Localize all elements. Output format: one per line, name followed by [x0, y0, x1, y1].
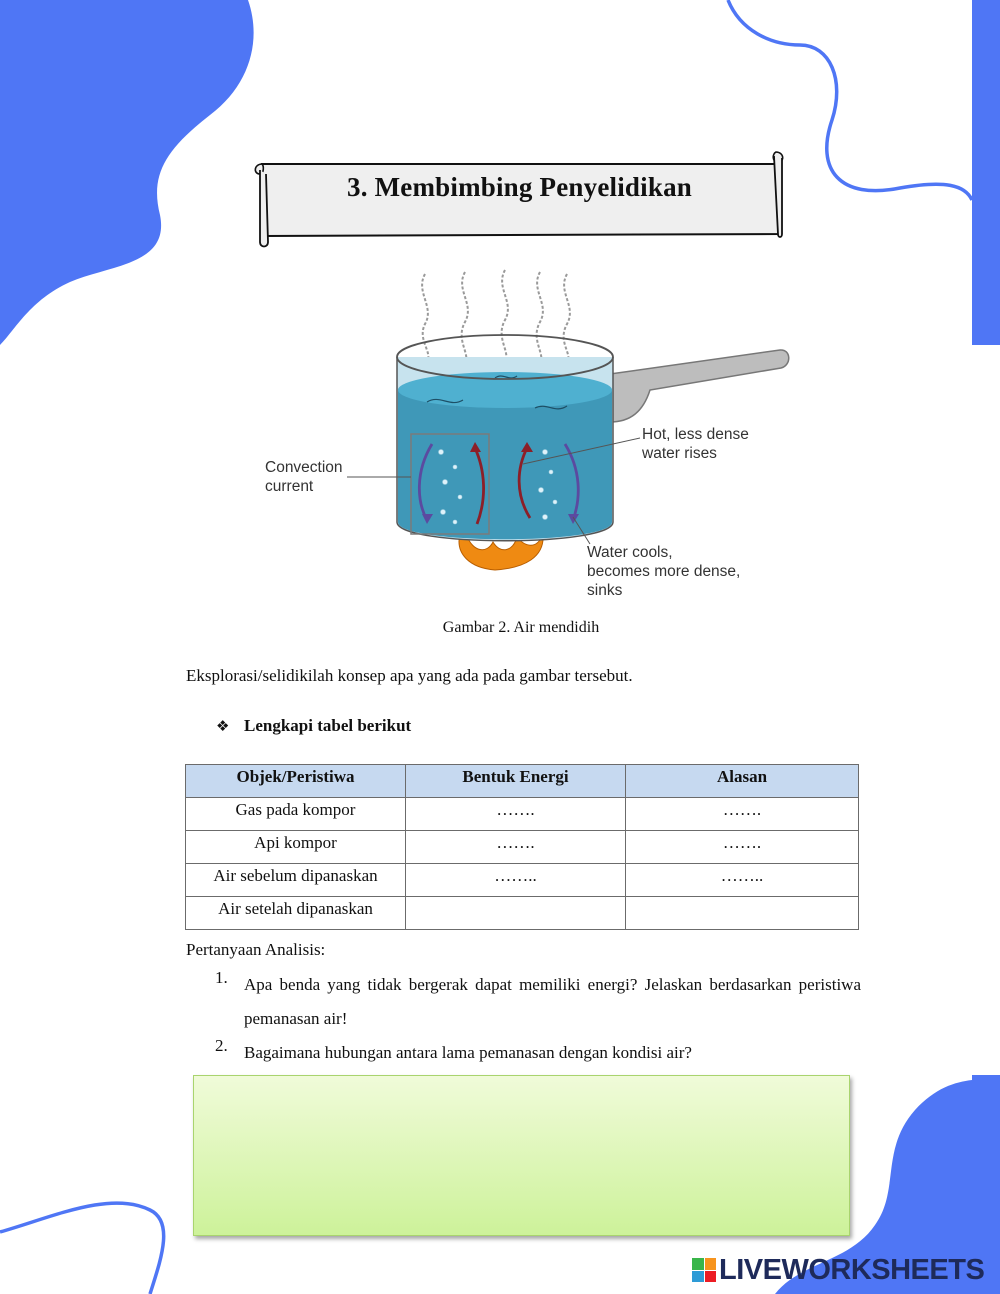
table-cell-answer[interactable]: …….: [626, 831, 859, 864]
liveworksheets-logo[interactable]: [692, 1252, 984, 1288]
question-number: 1.: [215, 968, 228, 987]
analysis-heading: Pertanyaan Analisis:: [186, 940, 326, 959]
pot-handle: [610, 350, 789, 422]
table-cell: Air sebelum dipanaskan: [186, 864, 406, 897]
table-cell-answer[interactable]: …….: [406, 831, 626, 864]
liveworksheets-logo-icon: [692, 1258, 716, 1282]
diamond-bullet-icon: ❖: [216, 717, 230, 735]
logo-text: LIVEWORKSHEETS: [719, 1253, 985, 1286]
table-cell: Api kompor: [186, 831, 406, 864]
page-title: 3. Membimbing Penyelidikan: [347, 172, 692, 202]
bottom-left-line: [0, 1203, 164, 1294]
table-cell-answer[interactable]: ……..: [406, 864, 626, 897]
right-edge-bar-top: [972, 0, 1000, 345]
label-water-cools: Water cools, becomes more dense, sinks: [587, 544, 741, 599]
question-text: Bagaimana hubungan antara lama pemanasan dengan kondisi air?: [244, 1043, 692, 1062]
top-left-blob: [0, 0, 254, 345]
table-cell: Gas pada kompor: [186, 798, 406, 831]
table-cell-answer[interactable]: ……..: [626, 864, 859, 897]
instruction-text: Eksplorasi/selidikilah konsep apa yang ada pada gambar tersebut.: [186, 666, 633, 685]
question-text: Apa benda yang tidak bergerak dapat memiliki energi? Jelaskan berdasarkan peristiwa pemanasan air!: [244, 975, 861, 1028]
task-heading: [216, 716, 411, 736]
column-header: Objek/Peristiwa: [186, 765, 406, 798]
table-row: [186, 831, 859, 864]
table-cell-answer[interactable]: …….: [626, 798, 859, 831]
question-number: 2.: [215, 1036, 228, 1055]
table-cell-answer[interactable]: [406, 897, 626, 930]
table-cell-answer[interactable]: …….: [406, 798, 626, 831]
energy-table: [185, 764, 859, 930]
column-header: Bentuk Energi: [406, 765, 626, 798]
table-header-row: [186, 765, 859, 798]
steam-lines: [422, 270, 570, 364]
column-header: Alasan: [626, 765, 859, 798]
table-row: [186, 798, 859, 831]
task-heading-label: Lengkapi tabel berikut: [244, 716, 412, 735]
table-row: [186, 897, 859, 930]
figure-caption: Gambar 2. Air mendidih: [442, 619, 600, 636]
table-row: [186, 864, 859, 897]
table-cell: Air setelah dipanaskan: [186, 897, 406, 930]
answer-textbox[interactable]: [193, 1075, 850, 1236]
table-cell-answer[interactable]: [626, 897, 859, 930]
label-hot-water-rises: Hot, less dense water rises: [642, 426, 749, 462]
label-convection-current: Convection current: [265, 459, 343, 495]
